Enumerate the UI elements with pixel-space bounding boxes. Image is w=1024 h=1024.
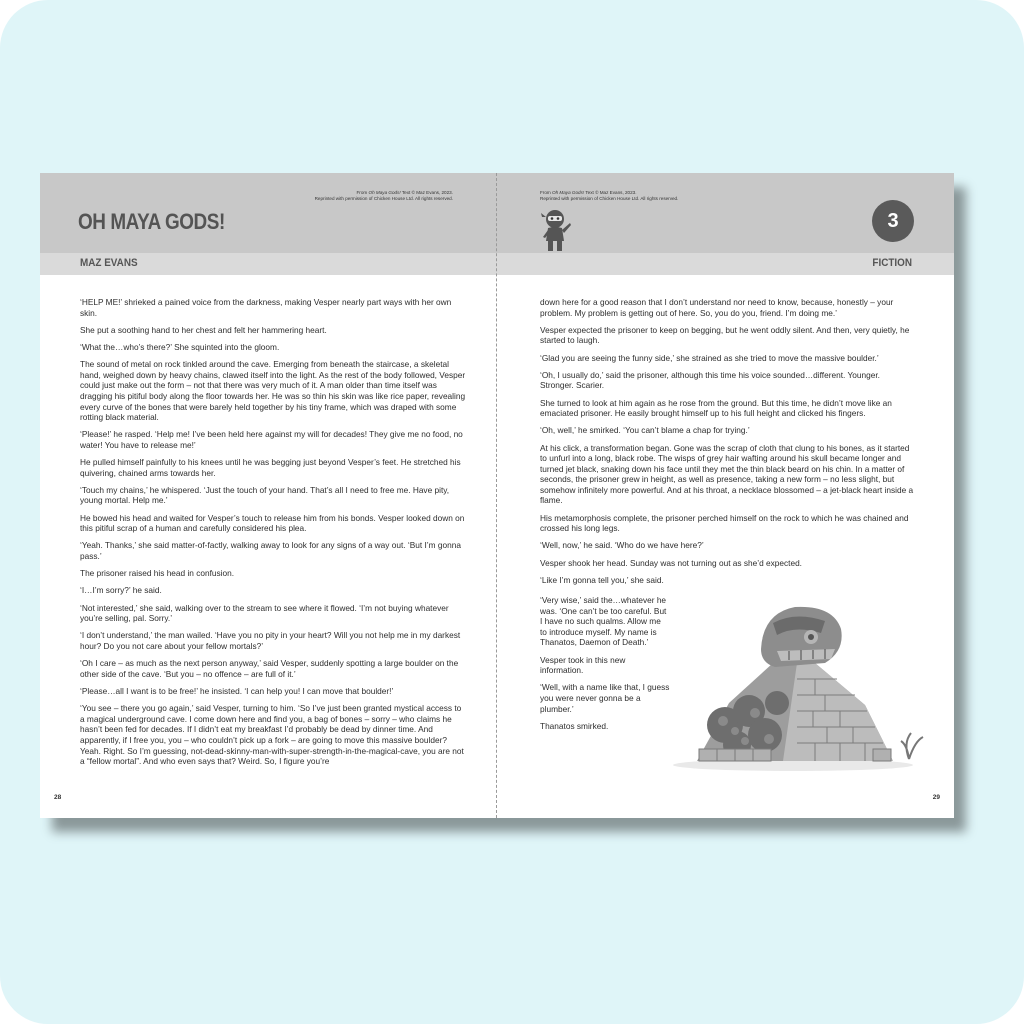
- paragraph: ‘Yeah. Thanks,’ she said matter-of-factly, walking away to look for any signs of a way out. ‘But I’m gonna pass.’: [80, 540, 461, 562]
- paragraph: ‘I don’t understand,’ the man wailed. ‘Have you no pity in your heart? Will you not help me in my darkest hour? Do you not care about your fellow mortals?’: [80, 630, 461, 651]
- paragraph: He pulled himself painfully to his knees until he was begging just beyond Vesper’s feet. He stretched his quivering, chained arms towards her.: [80, 457, 461, 478]
- paragraph: At his click, a transformation began. Gone was the scrap of cloth that clung to his bones, as it started to unfurl into a long, black robe. The wisps of grey hair wafting around his skull became longer and turned jet black, snaking down his face until they met the thin black beard on his chin. In a matter of seconds, the prisoner grew in height, as well as presence, taking a new form – no less slight, but somehow infinitely more powerful. And at his throat, a necklace blossomed – a jet-black heart inside a flame.: [540, 442, 914, 506]
- book-spread: [40, 173, 954, 818]
- paragraph: The prisoner raised his head in confusion.: [80, 568, 235, 579]
- paragraph: ‘HELP ME!’ shrieked a pained voice from the darkness, making Vesper nearly part ways with her own skin.: [80, 297, 452, 318]
- paragraph: down here for a good reason that I don’t understand nor need to know, because, honestly – your problem. My problem is getting out of here. So, you do you, friend. I’m doing me.’: [540, 297, 894, 318]
- ninja-mascot-icon: [539, 207, 573, 253]
- paragraph: ‘Oh, well,’ he smirked. ‘You can’t blame a chap for trying.’: [540, 425, 750, 436]
- paragraph: Vesper shook her head. Sunday was not turning out as she’d expected.: [540, 557, 802, 568]
- paragraph: ‘Well, now,’ he said. ‘Who do we have here?’: [540, 540, 704, 551]
- paragraph: ‘Please!’ he rasped. ‘Help me! I’ve been held here against my will for decades! They give me no food, no water! You have to release me!’: [80, 429, 463, 450]
- paragraph: ‘Oh, I usually do,’ said the prisoner, although this time his voice sounded…different. Younger. Stronger. Scarier.: [540, 369, 880, 391]
- right-body-text: [540, 297, 915, 592]
- section-label: FICTION: [872, 257, 912, 269]
- paragraph: Vesper took in this new information.: [540, 654, 626, 676]
- paragraph: ‘I…I’m sorry?’ he said.: [80, 585, 162, 596]
- paragraph: ‘Very wise,’ said the…whatever he was. ‘One can’t be too careful. But I have no such qualms. Allow me to introduce myself. My name is Thanatos, Daemon of Death.’: [540, 595, 667, 648]
- paragraph: ‘Touch my chains,’ he whispered. ‘Just the touch of your hand. That’s all I need to free me. Have pity, young mortal. Help me.’: [80, 484, 450, 506]
- paragraph: Thanatos smirked.: [540, 720, 609, 731]
- copyright-credit: From Oh Maya Gods! Text © Maz Evans, 2023. Reprinted with permission of Chicken House Ltd. All rights reserved.: [540, 190, 679, 201]
- chapter-number-badge: 3: [872, 200, 914, 242]
- page-number-right: 29: [932, 794, 940, 801]
- copyright-credit: From Oh Maya Gods! Text © Maz Evans, 2023. Reprinted with permission of Chicken House Ltd. All rights reserved.: [314, 190, 453, 201]
- page-number-left: 28: [54, 794, 62, 801]
- paragraph: His metamorphosis complete, the prisoner perched himself on the rock to which he was chained and crossed his long legs.: [540, 512, 909, 534]
- paragraph: Vesper expected the prisoner to keep on begging, but he went oddly silent. And then, very quietly, he started to laugh.: [540, 324, 910, 346]
- paragraph: ‘Oh I care – as much as the next person anyway,’ said Vesper, suddenly spotting a large boulder on the other side of the cave. ‘But you – no offence – are full of it.’: [80, 658, 459, 679]
- right-page: [497, 173, 954, 818]
- paragraph: The sound of metal on rock tinkled around the cave. Emerging from beneath the staircase, a skeletal hand, weighed down by heavy chains, clawed itself into the light. As the rest of the body followed, Vesper could just make out the form – not that there was very much of it. A man older than time itself was dragging his pitiful body along the floor towards her. He was so thin his skin was like rice paper, revealing every curve of the bones that were barely held together by his tiny frame, which was draped with some rotting black material.: [80, 359, 466, 423]
- paragraph: She turned to look at him again as he rose from the ground. But this time, he didn’t move like an emaciated prisoner. He easily brought himself up to his full height and clicked his fingers.: [540, 397, 892, 419]
- paragraph: ‘Like I’m gonna tell you,’ she said.: [540, 574, 664, 585]
- paragraph: She put a soothing hand to her chest and felt her hammering heart.: [80, 324, 327, 335]
- mayan-pyramid-illustration: [665, 593, 935, 775]
- author-name: MAZ EVANS: [80, 257, 138, 269]
- book-title: OH MAYA GODS!: [78, 209, 225, 234]
- paragraph: He bowed his head and waited for Vesper’s touch to release him from his bonds. Vesper looked down on this pitiful scrap of a human and carefully considered his plea.: [80, 512, 465, 534]
- paragraph: ‘What the…who’s there?’ She squinted into the gloom.: [80, 341, 280, 352]
- paragraph: ‘You see – there you go again,’ said Vesper, turning to him. ‘So I’ve just been granted mystical access to a magical underground cave. I come down here and find you, a bag of bones – sorry – who claims he hasn’t been fed for decades. If I didn’t eat my breakfast I’d probably be dead by dinner time. And apparently, if I free you, you – who couldn’t pick up a fork – are going to move this massive boulder? Yeah. Right. So I’m guessing, not-dead-skinny-man-with-super-strength-in-the-magical-cave, you are not a “fellow mortal”. And who even says that? Weird. So, I figure you’re: [80, 703, 464, 767]
- paragraph: ‘Not interested,’ she said, walking over to the stream to see where it flowed. ‘I’m not buying whatever you’re selling, pal. Sorry.’: [80, 602, 449, 624]
- left-page: [40, 173, 497, 818]
- paragraph: ‘Please…all I want is to be free!’ he insisted. ‘I can help you! I can move that boulder!’: [80, 685, 394, 696]
- paragraph: ‘Glad you are seeing the funny side,’ she strained as she tried to move the massive boulder.’: [540, 352, 879, 363]
- left-body-text: [80, 297, 466, 773]
- paragraph: ‘Well, with a name like that, I guess you were never gonna be a plumber.’: [540, 682, 670, 714]
- right-body-text-narrow: [540, 595, 670, 738]
